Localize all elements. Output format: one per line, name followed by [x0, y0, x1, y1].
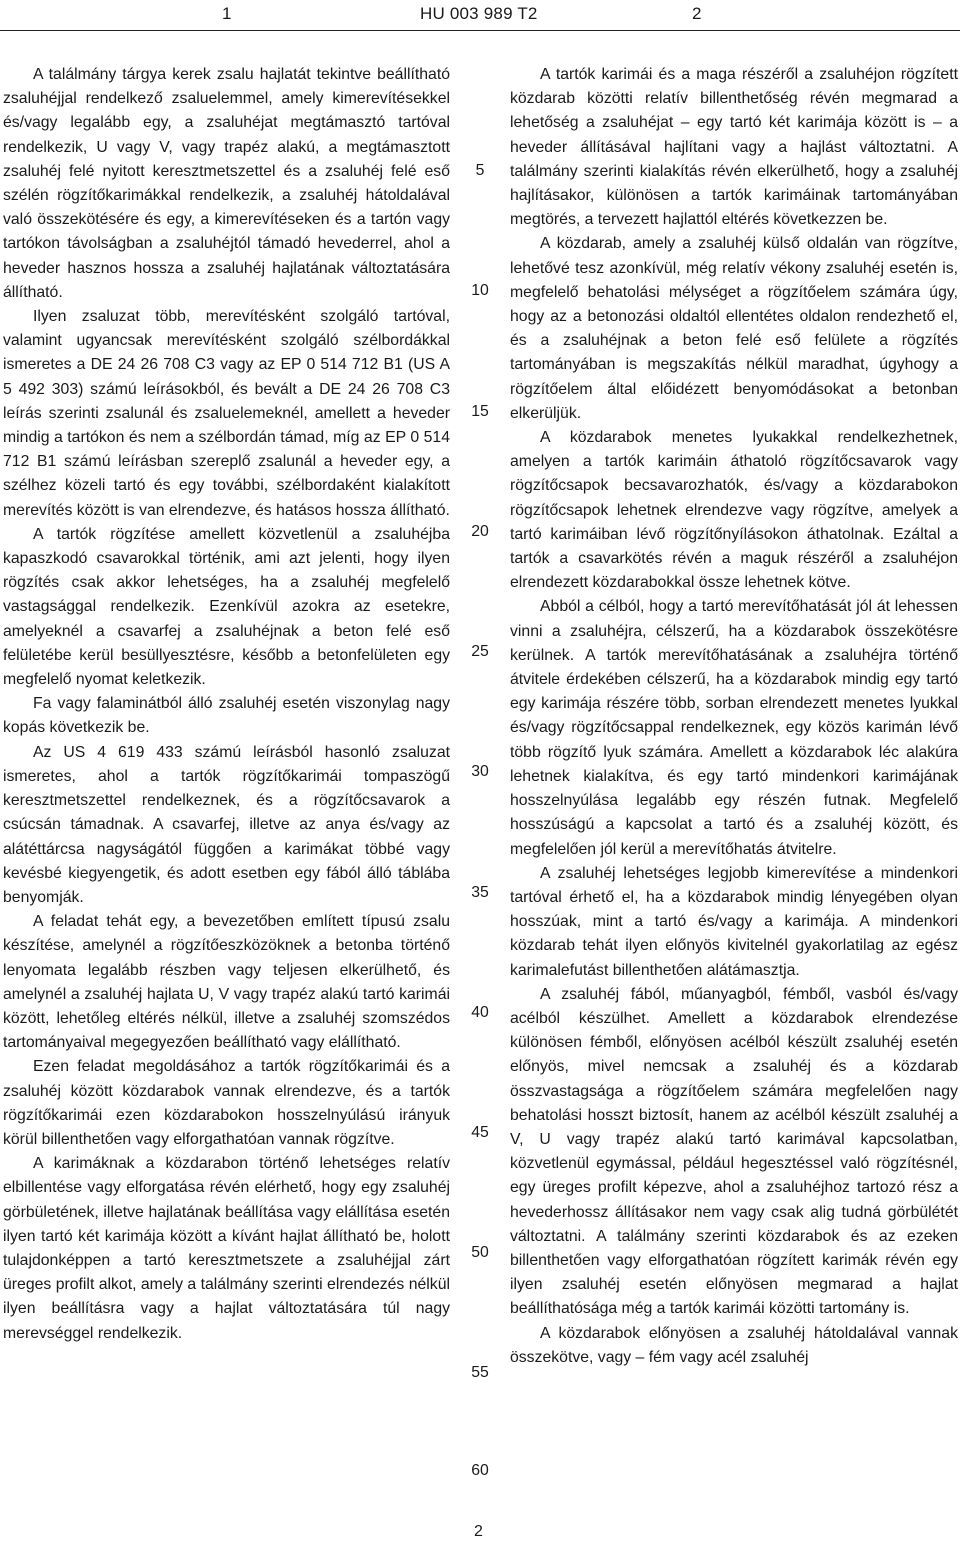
left-column [3, 63, 450, 1346]
footer-page-number: 2 [474, 1523, 483, 1540]
line-number: 40 [471, 1004, 489, 1021]
line-number: 45 [471, 1124, 489, 1141]
line-number: 20 [471, 523, 489, 540]
paragraph: A zsaluhéj lehetséges legjobb kimerevítése a mindenkori tartóval érhető el, ha a közdarabok mindig lényegében olyan hosszúak, mint a tartó és/vagy a karimája. A mindenkori közdarab tehát ilyen előnyös kivitelnél gyakorlatilag az egész karimalefutást billenthetően alátámasztja. [510, 864, 958, 979]
line-number: 10 [471, 282, 489, 299]
paragraph: A feladat tehát egy, a bevezetőben említett típusú zsalu készítése, amelynél a rögzítőeszközöknek a betonba történő lenyomata legalább részben vagy teljesen elkerülhető, és amelynél a zsaluhéj hajlata U, V vagy trapéz alakú tartó karimái között, lehetőleg eltérés nélkül, illetve a zsaluhéj szomszédos tartományaival megegyezően beállítható vagy elállítható. [3, 913, 450, 1052]
line-number: 25 [471, 643, 489, 660]
paragraph: A közdarabok előnyösen a zsaluhéj hátoldalával vannak összekötve, vagy – fém vagy acél zsaluhéj [510, 1324, 958, 1366]
paragraph: A tartók rögzítése amellett közvetlenül a zsaluhéjba kapaszkodó csavarokkal történik, ami azt jelenti, hogy ilyen rögzítés csak akkor lehetséges, ha a zsaluhéj megfelelő vastagsággal rendelkezik. Ezenkívül azokra az esetekre, amelyeknél a csavarfej a zsaluhéjnak a beton felé eső felületébe kerül besüllyesztésre, később a betonfelületen egy megfelelő nyomat keletkezik. [3, 525, 450, 689]
line-number: 30 [471, 763, 489, 780]
paragraph: A zsaluhéj fából, műanyagból, fémből, vasból és/vagy acélból készülhet. Amellett a közdarabok elrendezése különösen fémből, előnyösen acélból készült zsaluhéj esetén előnyös, mivel nemcsak a zsaluhéj és a közdarab összvastagsága a rögzítőelem számára megfelelően nagy behatolási hosszt biztosít, hanem az acélból készült zsaluhéj a V, U vagy trapéz alakú tartó karimával kapcsolatban, közvetlenül egymással, például hegesztéssel való rögzítésnél, egy üreges profilt képezve, ahol a zsaluhéjhoz tartozó rész a hevederhossz állításakor nem vagy csak alig tudná görbülétét változtatni. A találmány szerinti közdarabok és az ezeken billenthetően vagy elforgathatóan rögzített karimák révén egy ilyen zsaluhéj esetén előnyösen megmarad a hajlat beállíthatósága még a tartók karimái közötti tartomány is. [510, 985, 958, 1318]
document-id: HU 003 989 T2 [420, 4, 538, 23]
page-number-left: 1 [222, 4, 232, 23]
line-number: 50 [471, 1244, 489, 1261]
paragraph: A találmány tárgya kerek zsalu hajlatát tekintve beállítható zsaluhéjjal rendelkező zsaluelemmel, amely kimerevítésekkel és/vagy legalább egy, a zsaluhéjat megtámasztó tartóval rendelkezik, U vagy V, vagy trapéz alakú, a megtámasztott zsaluhéj felé nyitott keresztmetszettel és a zsaluhéj felé eső szélén rögzítőkarimákkal rendelkezik, a zsaluhéj hátoldalával való összekötésére és egy, a kimerevítéseken és a tartón vagy tartókon távolságban a zsaluhéjtól támadó hevederrel, ahol a heveder hasznos hossza a zsaluhéj hajlatának változtatására állítható. [3, 66, 450, 301]
paragraph: A tartók karimái és a maga részéről a zsaluhéjon rögzített közdarab közötti relatív billenthetőség révén megmarad a lehetőség a zsaluhéjat – egy tartó két karimája között is – a heveder állításával hajlítani vagy a hajlást változtatni. A találmány szerinti kialakítás révén elkerülhető, hogy a zsaluhéj hajlításakor, különösen a tartók karimáinak tartományában megtörés, a tervezett hajlattól eltérés következzen be. [510, 66, 958, 229]
paragraph: A közdarabok menetes lyukakkal rendelkezhetnek, amelyen a tartók karimáin áthatoló rögzítőcsavarok vagy rögzítőcsapok becsavarozhatók, és/vagy a közdarabokon rögzítőcsapok lehetnek elrendezve vagy rögzítve, amelyek a tartó karimáiban lévő rögzítőnyílásokon áthatolnak. Ezáltal a tartók a csavarkötés révén a maguk részéről a zsaluhéjon elrendezett közdarabokkal össze lehetnek kötve. [510, 429, 958, 592]
paragraph: Ezen feladat megoldásához a tartók rögzítőkarimái és a zsaluhéj között közdarabok vannak elrendezve, és a tartók rögzítőkarimái ezen közdarabokon hosszelnyúlású irányuk körül billenthetően vagy elforgathatóan vannak rögzítve. [3, 1058, 450, 1148]
paragraph: A karimáknak a közdarabon történő lehetséges relatív elbillentése vagy elforgatása révén elérhető, hogy egy zsaluhéj görbületének, illetve hajlatának beállítása vagy elállítása esetén ilyen tartó két karimája között a kívánt hajlat állítható be, holott tulajdonképpen a tartó keresztmetszete a zsaluhéjjal zárt üreges profilt alkot, amely a találmány szerinti elrendezés nélkül ilyen beállításra vagy a hajlat változtatására túl nagy merevséggel rendelkezik. [3, 1155, 450, 1342]
line-number: 15 [471, 403, 489, 420]
paragraph: Abból a célból, hogy a tartó merevítőhatását jól át lehessen vinni a zsaluhéjra, célszerű, ha a közdarabok összekötésre kerülnek. A tartók merevítőhatásának a zsaluhéjra történő átvitele érdekében célszerű, ha a közdarabok mindig egy tartó egy karimája részére több, sorban elrendezett menetes lyukkal és/vagy rögzítőcsappal rendelkeznek, egy közös karimán lévő több rögzítő lyuk számára. Amellett a közdarabok léc alakúra lehetnek kialakítva, és egy tartó mindenkori karimájának hosszelnyúlása legalább egy részén futnak. Megfelelő hosszúságú a kapcsolat a tartó és a zsaluhéj között, és megfelelően jól kerül a merevítőhatás átvitelre. [510, 598, 958, 858]
line-number: 55 [471, 1364, 489, 1381]
line-number: 35 [471, 884, 489, 901]
page-number-right: 2 [692, 4, 702, 23]
paragraph: A közdarab, amely a zsaluhéj külső oldalán van rögzítve, lehetővé tesz azonkívül, még relatív vékony zsaluhéj esetén is, megfelelő behatolási mélységet a rögzítőelem számára úgy, hogy az a betonozási oldaltól ellentétes oldalon rendezhető el, és a zsaluhéjnak a beton felé eső felülete a rögzítés tartományában is megszakítás nélkül maradhat, úgyhogy a rögzítőelem által előidézett benyomódásokat a betonban elkerüljük. [510, 235, 958, 422]
line-number: 5 [475, 162, 485, 179]
right-column [510, 63, 958, 1370]
paragraph: Fa vagy falaminátból álló zsaluhéj esetén viszonylag nagy kopás következik be. [3, 695, 450, 737]
paragraph: Az US 4 619 433 számú leírásból hasonló zsaluzat ismeretes, ahol a tartók rögzítőkarimái tompaszögű keresztmetszettel rendelkeznek, és a rögzítőcsavarok a csúcsán támadnak. A csavarfej, illetve az anya és/vagy az alátéttárcsa nagyságától függően a karimákat többé vagy kevésbé kiegyengetik, és adott esetben egy fából álló táblába benyomják. [3, 743, 450, 906]
line-number: 60 [471, 1462, 489, 1479]
header-rule [0, 30, 960, 31]
paragraph: Ilyen zsaluzat több, merevítésként szolgáló tartóval, valamint ugyancsak merevítésként szolgáló szélbordákkal ismeretes a DE 24 26 708 C3 vagy az EP 0 514 712 B1 (US A 5 492 303) számú leírásokból, és bevált a DE 24 26 708 C3 leírás szerinti zsalunál és zsaluelemeknél, amellett a heveder mindig a tartókon és nem a szélbordán támad, míg az EP 0 514 712 B1 számú leírásban szereplő zsalunál a heveder egy, a szélhez közeli tartó és egy további, szélbordaként kialakított merevítés között is van elrendezve, és hatásos hossza állítható. [3, 308, 450, 519]
